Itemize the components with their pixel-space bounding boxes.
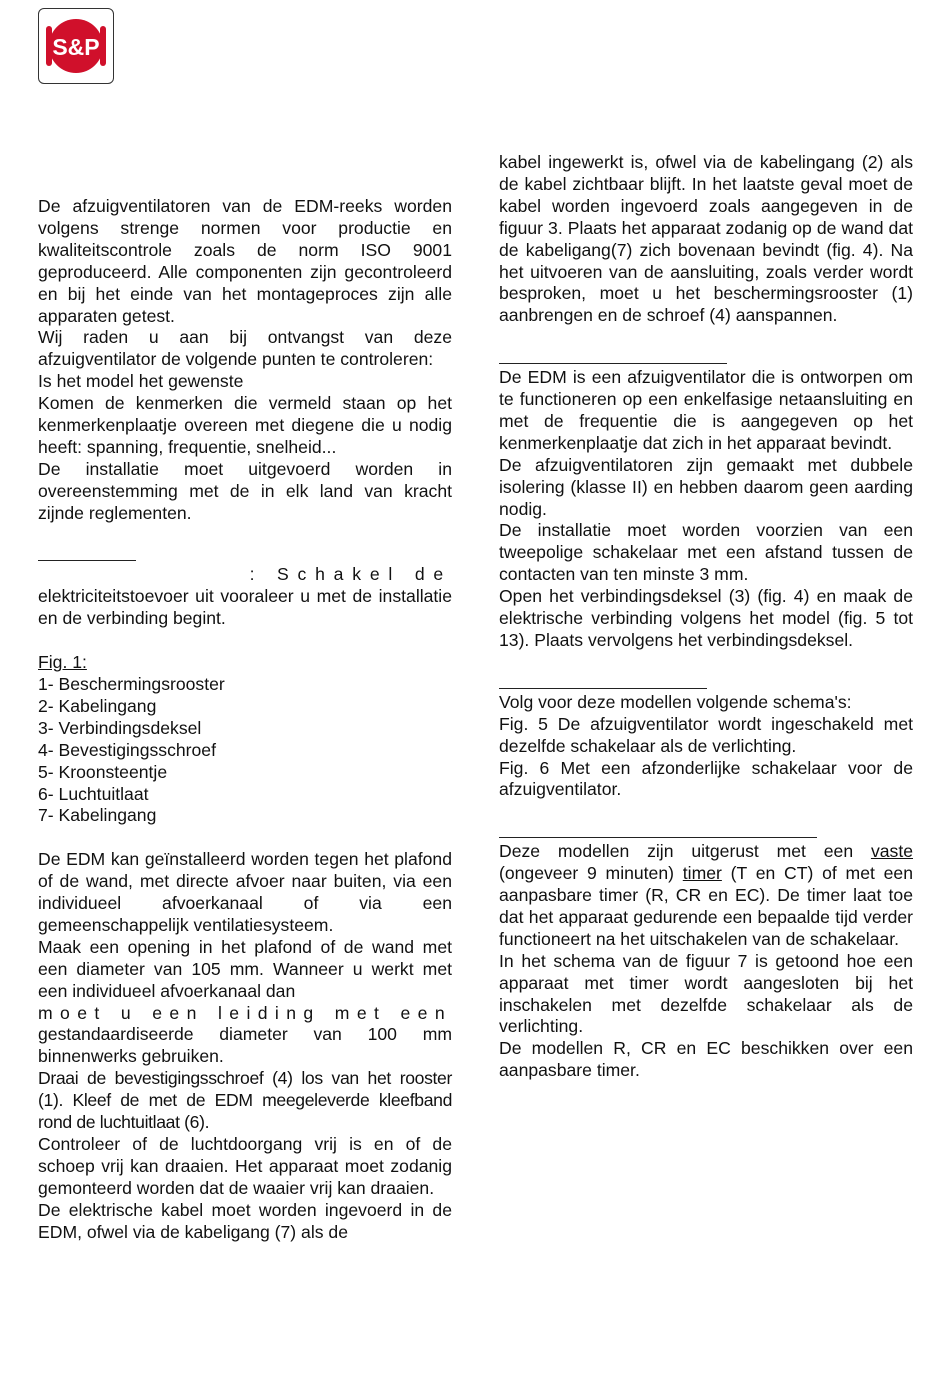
figure-title: Fig. 1: xyxy=(38,652,87,673)
intro-paragraph: Wij raden u aan bij ontvangst van deze afzuigventilator de volgende punten te controleren: xyxy=(38,327,452,370)
installation-paragraph: Controleer of de luchtdoorgang vrij is en of de schoep vrij kan draaien. Het apparaat moet zodanig gemonteerd worden dat de waaier vrij kan draaien. xyxy=(38,1134,452,1198)
installation-paragraph: moet u een leiding met een xyxy=(38,1002,452,1023)
electrical-paragraph: De EDM is een afzuigventilator die is ontworpen om te functioneren op een enkelfasige netaansluiting en met de frequentie die is aangegeven op het kenmerkenplaatje dat zich in het apparaat bevindt. xyxy=(499,367,913,453)
section-heading-rule xyxy=(499,823,817,838)
timer-paragraph: In het schema van de figuur 7 is getoond hoe een apparaat met timer wordt aangesloten bij het inschakelen met dezelfde schakelaar als de verlichting. xyxy=(499,950,913,1037)
intro-paragraph: Is het model het gewenste xyxy=(38,371,244,392)
intro-paragraph: De installatie moet uitgevoerd worden in overeenstemming met de in elk land van kracht zijnde reglementen. xyxy=(38,458,452,523)
sp-logo-mark xyxy=(44,14,108,78)
installation-continued: kabel ingewerkt is, ofwel via de kabelingang (2) als de kabel zichtbaar blijft. In het laatste geval moet de kabel worden ingevoerd zoals aangegeven in de figuur 3. Plaats het apparaat zodanig op de wand dat de kabeligang(7) zich bovenaan bevindt (fig. 4). Na het uitvoeren van de aansluiting, zoals verder wordt besproken, moet u het beschermingsrooster (1) aanbrengen en de schroef (4) aanspannen. xyxy=(499,152,913,326)
intro-paragraph: Komen de kenmerken die vermeld staan op het kenmerkenplaatje overeen met diegene die u nodig heeft: spanning, frequentie, snelheid... xyxy=(38,393,452,457)
electrical-paragraph: De installatie moet worden voorzien van een tweepolige schakelaar met een afstand tussen de contacten van ten minste 3 mm. xyxy=(499,520,913,585)
figure-legend-item: 6- Luchtuitlaat xyxy=(38,783,149,804)
timer-text: vaste xyxy=(870,841,913,862)
models-paragraph: Fig. 5 De afzuigventilator wordt ingeschakeld met dezelfde schakelaar als de verlichting. xyxy=(499,713,913,756)
right-column xyxy=(499,152,913,1082)
models-paragraph: Fig. 6 Met een afzonderlijke schakelaar voor de afzuigventilator. xyxy=(499,757,913,800)
section-heading-rule xyxy=(38,546,136,561)
figure-legend-item: 7- Kabelingang xyxy=(38,805,157,826)
installation-paragraph: Maak een opening in het plafond of de wand met een diameter van 105 mm. Wanneer u werkt met een individueel afvoerkanaal dan xyxy=(38,936,452,1001)
sp-logo xyxy=(38,8,114,84)
models-paragraph: Volg voor deze modellen volgende schema's: xyxy=(499,691,852,712)
warning-text: elektriciteitstoevoer uit vooraleer u met de installatie en de verbinding begint. xyxy=(38,586,452,629)
intro-paragraph: De afzuigventilatoren van de EDM-reeks worden volgens strenge normen voor productie en kwaliteitscontrole zoals de norm ISO 9001 geproduceerd. Alle componenten zijn gecontroleerd en bij het einde van het montageproces zijn alle apparaten getest. xyxy=(38,196,452,326)
section-heading-rule xyxy=(499,349,727,364)
figure-legend-item: 2- Kabelingang xyxy=(38,695,157,716)
timer-text: timer xyxy=(682,863,722,884)
electrical-paragraph: Open het verbindingsdeksel (3) (fig. 4) en maak de elektrische verbinding volgens het model (fig. 5 tot 13). Plaats vervolgens het verbindingsdeksel. xyxy=(499,586,913,651)
figure-legend-item: 1- Beschermingsrooster xyxy=(38,674,225,694)
installation-paragraph: De EDM kan geïnstalleerd worden tegen het plafond of de wand, met directe afvoer naar buiten, via een individueel afvoerkanaal of via een gemeenschappelijk ventilatiesysteem. xyxy=(38,849,452,935)
figure-legend-item: 4- Bevestigingsschroef xyxy=(38,739,216,760)
installation-paragraph: De elektrische kabel moet worden ingevoerd in de EDM, ofwel via de kabeligang (7) als de xyxy=(38,1199,452,1242)
timer-text: Deze modellen zijn uitgerust met een xyxy=(499,841,854,862)
installation-paragraph: Draai de bevestigingsschroef (4) los van het rooster (1). Kleef de met de EDM meegeleverde kleefband rond de luchtuitlaat (6). xyxy=(38,1068,452,1133)
electrical-paragraph: De afzuigventilatoren zijn gemaakt met dubbele isolering (klasse II) en hebben daarom geen aarding nodig. xyxy=(499,454,913,519)
figure-legend-item: 3- Verbindingsdeksel xyxy=(38,717,202,738)
timer-paragraph: De modellen R, CR en EC beschikken over een aanpasbare timer. xyxy=(499,1038,913,1081)
figure-legend-item: 5- Kroonsteentje xyxy=(38,761,168,782)
left-column xyxy=(38,196,452,1244)
warning-text: : Schakel de xyxy=(249,564,452,585)
logo-text: S&P xyxy=(52,34,100,60)
installation-paragraph: gestandaardiseerde diameter van 100 mm binnenwerks gebruiken. xyxy=(38,1024,452,1067)
section-heading-rule xyxy=(499,674,707,689)
timer-paragraph xyxy=(499,841,913,951)
timer-text: (ongeveer 9 minuten) xyxy=(499,863,674,884)
timer-text: (T en CT) of met een aanpasbare timer (R, CR en EC). De timer laat toe dat het apparaat gedurende een bepaalde tijd verder functioneert na het uitschakelen van de schakelaar. xyxy=(499,863,913,949)
